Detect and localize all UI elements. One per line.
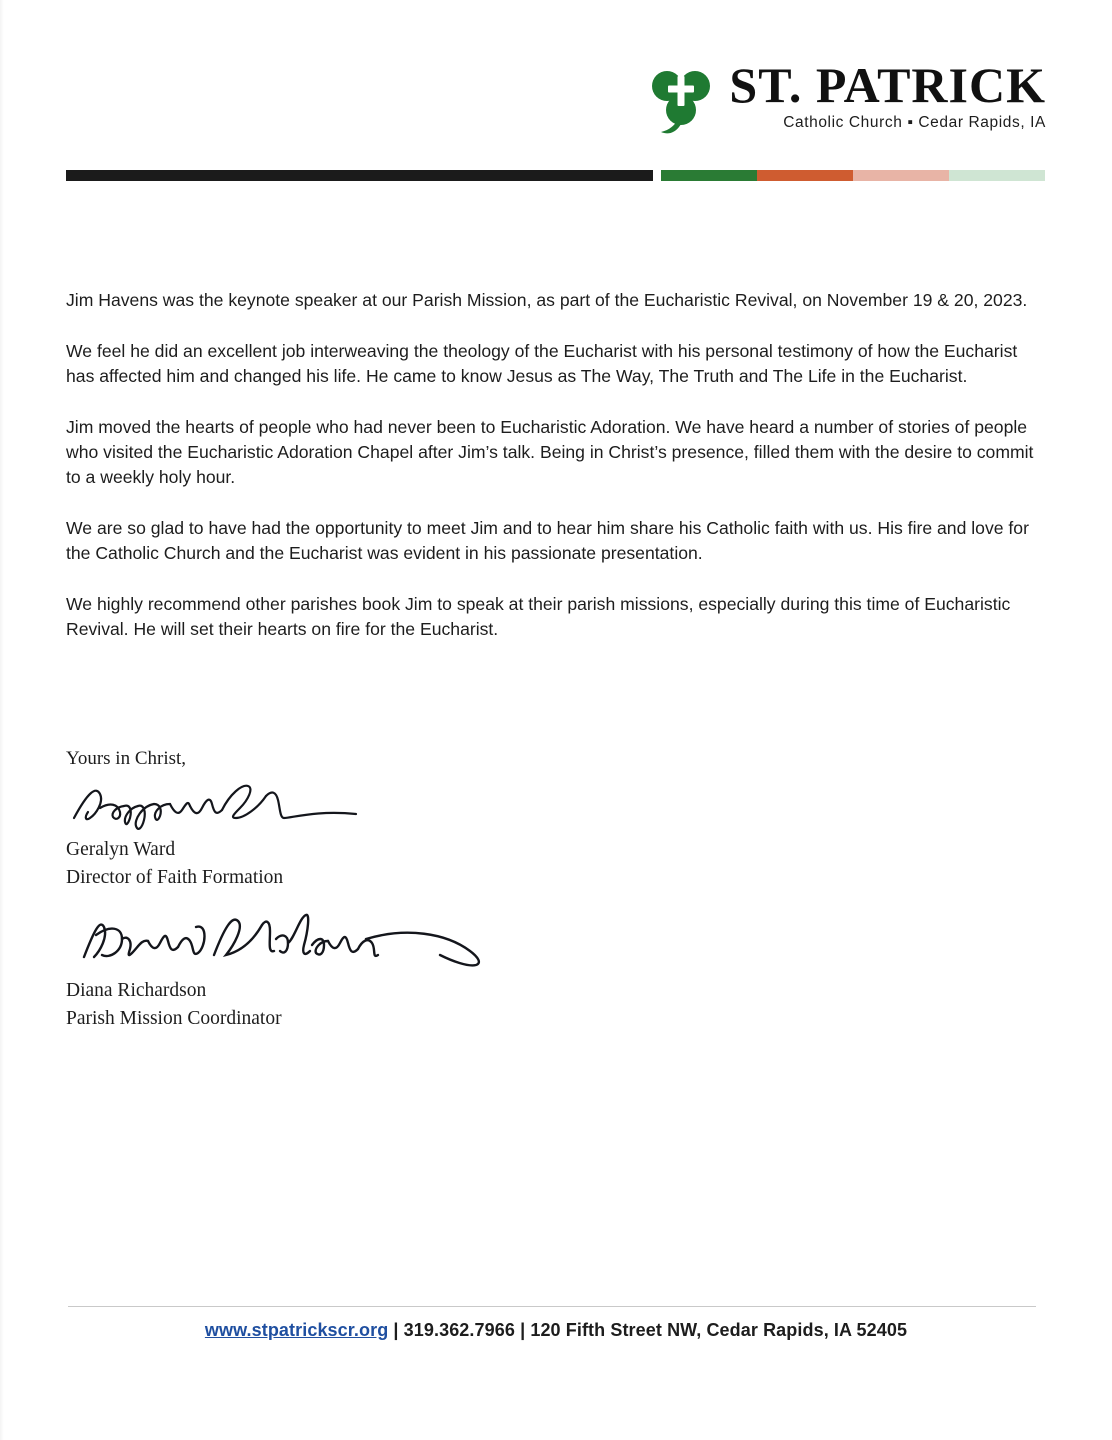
shamrock-cross-icon	[641, 66, 719, 144]
letter-closing-block	[66, 748, 766, 1033]
footer-divider	[68, 1306, 1036, 1307]
letter-body	[66, 288, 1044, 668]
rule-segment-dark	[66, 170, 653, 181]
letter-paragraph: Jim Havens was the keynote speaker at our Parish Mission, as part of the Eucharistic Revival, on November 19 & 20, 2023.	[66, 290, 1028, 310]
rule-segment-green	[661, 170, 757, 181]
footer-separator: |	[393, 1320, 399, 1340]
handwritten-signature-diana-richardson	[66, 905, 766, 977]
website-link[interactable]: www.stpatrickscr.org	[204, 1320, 389, 1340]
brand-subtitle: Catholic Church ▪ Cedar Rapids, IA	[783, 114, 1046, 131]
scan-edge-artifact	[0, 0, 4, 1440]
rule-segment-pink	[853, 170, 949, 181]
header-rule-bars	[66, 170, 1046, 181]
signatory-title: Director of Faith Formation	[66, 866, 284, 888]
footer-phone: 319.362.7966	[403, 1320, 515, 1340]
letterhead	[641, 57, 1046, 144]
rule-gap	[653, 170, 661, 181]
signature-block-1	[66, 774, 766, 891]
letter-paragraph: We highly recommend other parishes book Jim to speak at their parish missions, especially during this time of Eucharistic Revival. He will set their hearts on fire for the Eucharist.	[66, 593, 1011, 639]
signatory-title: Parish Mission Coordinator	[66, 1008, 282, 1030]
footer	[0, 1320, 1112, 1341]
signatory-name: Diana Richardson	[66, 980, 207, 1002]
brand-name: ST. PATRICK	[729, 57, 1046, 113]
letter-paragraph: We feel he did an excellent job interweaving the theology of the Eucharist with his personal testimony of how the Eucharist has affected him and changed his life. He came to know Jesus as The Way, The Truth and The Life in the Eucharist.	[66, 340, 1018, 386]
footer-separator: |	[520, 1320, 526, 1340]
signatory-name: Geralyn Ward	[66, 839, 176, 860]
rule-segment-orange	[757, 170, 853, 181]
rule-segment-mint	[949, 170, 1045, 181]
signature-block-2	[66, 905, 766, 1032]
closing-salutation: Yours in Christ,	[66, 748, 187, 769]
letter-paragraph: We are so glad to have had the opportunity to meet Jim and to hear him share his Catholic faith with us. His fire and love for the Catholic Church and the Eucharist was evident in his passionate presentation.	[66, 517, 1029, 563]
footer-address: 120 Fifth Street NW, Cedar Rapids, IA 52405	[530, 1320, 908, 1340]
letter-paragraph: Jim moved the hearts of people who had never been to Eucharistic Adoration. We have heard a number of stories of people who visited the Eucharistic Adoration Chapel after Jim’s talk. Being in Christ’s presence, filled them with the desire to commit to a weekly holy hour.	[66, 416, 1034, 487]
handwritten-signature-geralyn-ward	[66, 774, 766, 836]
